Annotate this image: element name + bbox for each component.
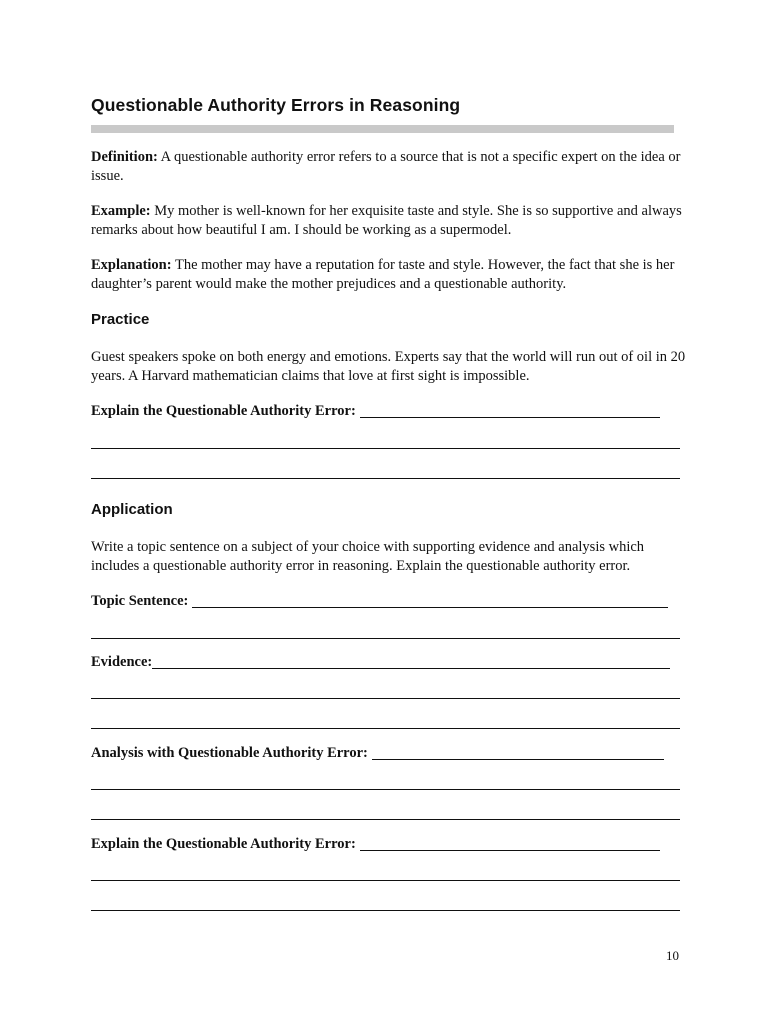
evidence-row xyxy=(91,653,670,672)
example-text: My mother is well-known for her exquisite taste and style. She is so supportive and always remarks about how beautiful I am. I should be working as a supermodel. xyxy=(91,203,682,238)
practice-explain-label: Explain the Questionable Authority Error: xyxy=(91,403,356,419)
application-explain-answer-line[interactable] xyxy=(360,836,660,851)
application-explain-row xyxy=(91,835,660,854)
analysis-answer-line[interactable] xyxy=(372,745,664,760)
practice-answer-line-2[interactable] xyxy=(91,478,680,479)
explanation-paragraph xyxy=(91,256,691,294)
definition-text: A questionable authority error refers to a source that is not a specific expert on the idea or issue. xyxy=(91,149,681,184)
practice-paragraph: Guest speakers spoke on both energy and emotions. Experts say that the world will run out of oil in 20 years. A Harvard mathematician claims that love at first sight is impossible. xyxy=(91,349,686,384)
application-explain-label: Explain the Questionable Authority Error: xyxy=(91,836,356,852)
example-paragraph xyxy=(91,202,691,240)
practice-heading: Practice xyxy=(91,311,150,328)
topic-sentence-label: Topic Sentence: xyxy=(91,593,189,609)
page-number: 10 xyxy=(666,948,679,963)
evidence-answer-line-2[interactable] xyxy=(91,728,680,729)
definition-label: Definition: xyxy=(91,149,158,165)
analysis-answer-line-1[interactable] xyxy=(91,789,680,790)
topic-sentence-answer-line[interactable] xyxy=(192,593,668,608)
explain-answer-line-1[interactable] xyxy=(91,880,680,881)
example-label: Example: xyxy=(91,203,151,219)
page-title: Questionable Authority Errors in Reasoning xyxy=(91,95,461,115)
analysis-answer-line-2[interactable] xyxy=(91,819,680,820)
explain-answer-line-2[interactable] xyxy=(91,910,680,911)
topic-sentence-row xyxy=(91,592,668,611)
evidence-answer-line[interactable] xyxy=(152,654,670,669)
title-underline-bar xyxy=(91,125,674,133)
evidence-answer-line-1[interactable] xyxy=(91,698,680,699)
analysis-row xyxy=(91,744,664,763)
topic-answer-line-1[interactable] xyxy=(91,638,680,639)
definition-paragraph xyxy=(91,148,691,186)
analysis-label: Analysis with Questionable Authority Error: xyxy=(91,745,368,761)
evidence-label: Evidence: xyxy=(91,654,153,670)
explanation-label: Explanation: xyxy=(91,257,172,273)
application-paragraph: Write a topic sentence on a subject of your choice with supporting evidence and analysis which includes a questionable authority error in reasoning. Explain the questionable authority error. xyxy=(91,539,645,574)
application-heading: Application xyxy=(91,501,173,518)
practice-explain-row xyxy=(91,402,660,421)
practice-explain-answer-line[interactable] xyxy=(360,403,660,418)
practice-answer-line-1[interactable] xyxy=(91,448,680,449)
explanation-text: The mother may have a reputation for taste and style. However, the fact that she is her daughter’s parent would make the mother prejudices and a questionable authority. xyxy=(91,257,675,292)
